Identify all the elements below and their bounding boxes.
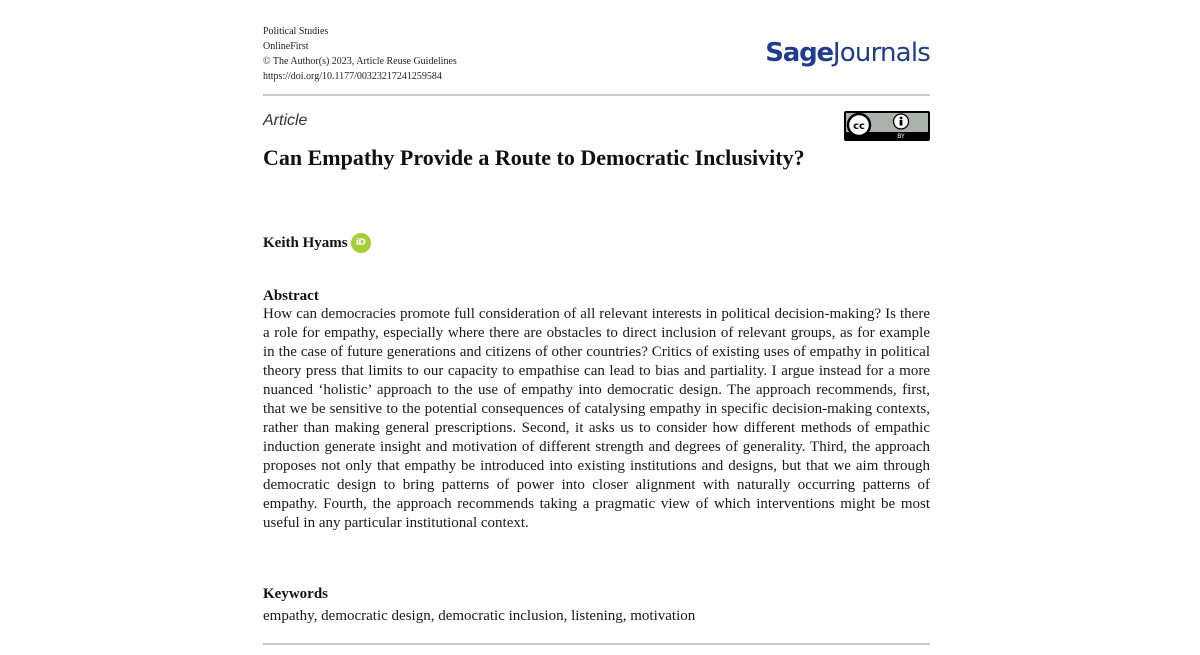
doi-link[interactable]: https://doi.org/10.1177/00323217241259584	[263, 71, 442, 82]
keywords-heading: Keywords	[263, 586, 328, 602]
brand-part1: Sage	[765, 38, 833, 68]
brand-part2: Journals	[832, 38, 930, 68]
journal-status: OnlineFirst	[263, 41, 309, 52]
article-type-label: Article	[263, 112, 308, 129]
abstract-text: How can democracies promote full consideration of all relevant interests in political decision-making? Is there a role for empathy, especially where there are obstacles to direct inclusion of relevant groups, as for example in the case of future generations and citizens of other countries? Critics of existing uses of empathy in political theory press that limits to our capacity to empathise can lead to bias and partiality. I argue instead for a more nuanced ‘holistic’ approach to the use of empathy into democratic design. The approach recommends, first, that we be sensitive to the potential consequences of catalysing empathy in specific decision-making contexts, rather than making general prescriptions. Second, it asks us to consider how different methods of empathic induction generate insight and motivation of different strength and degrees of generality. Third, the approach proposes not only that empathy be introduced into existing institutions and designs, but that we aim through democratic design to bring patterns of power into closer alignment with naturally occurring patterns of empathy. Fourth, the approach recommends taking a pragmatic view of which interventions might be most useful in any particular institutional context.	[263, 306, 930, 531]
header-divider	[263, 94, 930, 96]
license-by-label: BY	[897, 133, 905, 139]
article-page	[263, 0, 930, 655]
sage-journals-logo[interactable]	[765, 38, 930, 68]
journal-name[interactable]: Political Studies	[263, 26, 329, 37]
author-line	[263, 233, 371, 253]
copyright-line[interactable]: © The Author(s) 2023, Article Reuse Guidelines	[263, 56, 457, 67]
abstract-heading: Abstract	[263, 288, 319, 304]
cc-symbol: cc	[853, 121, 865, 132]
journal-meta	[263, 24, 457, 84]
article-title: Can Empathy Provide a Route to Democratic Inclusivity?	[263, 145, 805, 170]
author-name[interactable]: Keith Hyams	[263, 234, 348, 251]
orcid-icon[interactable]: iD	[351, 233, 371, 253]
cc-by-license-icon[interactable]	[844, 111, 930, 141]
footer-divider	[263, 643, 930, 645]
keywords-list: empathy, democratic design, democratic inclusion, listening, motivation	[263, 608, 696, 624]
